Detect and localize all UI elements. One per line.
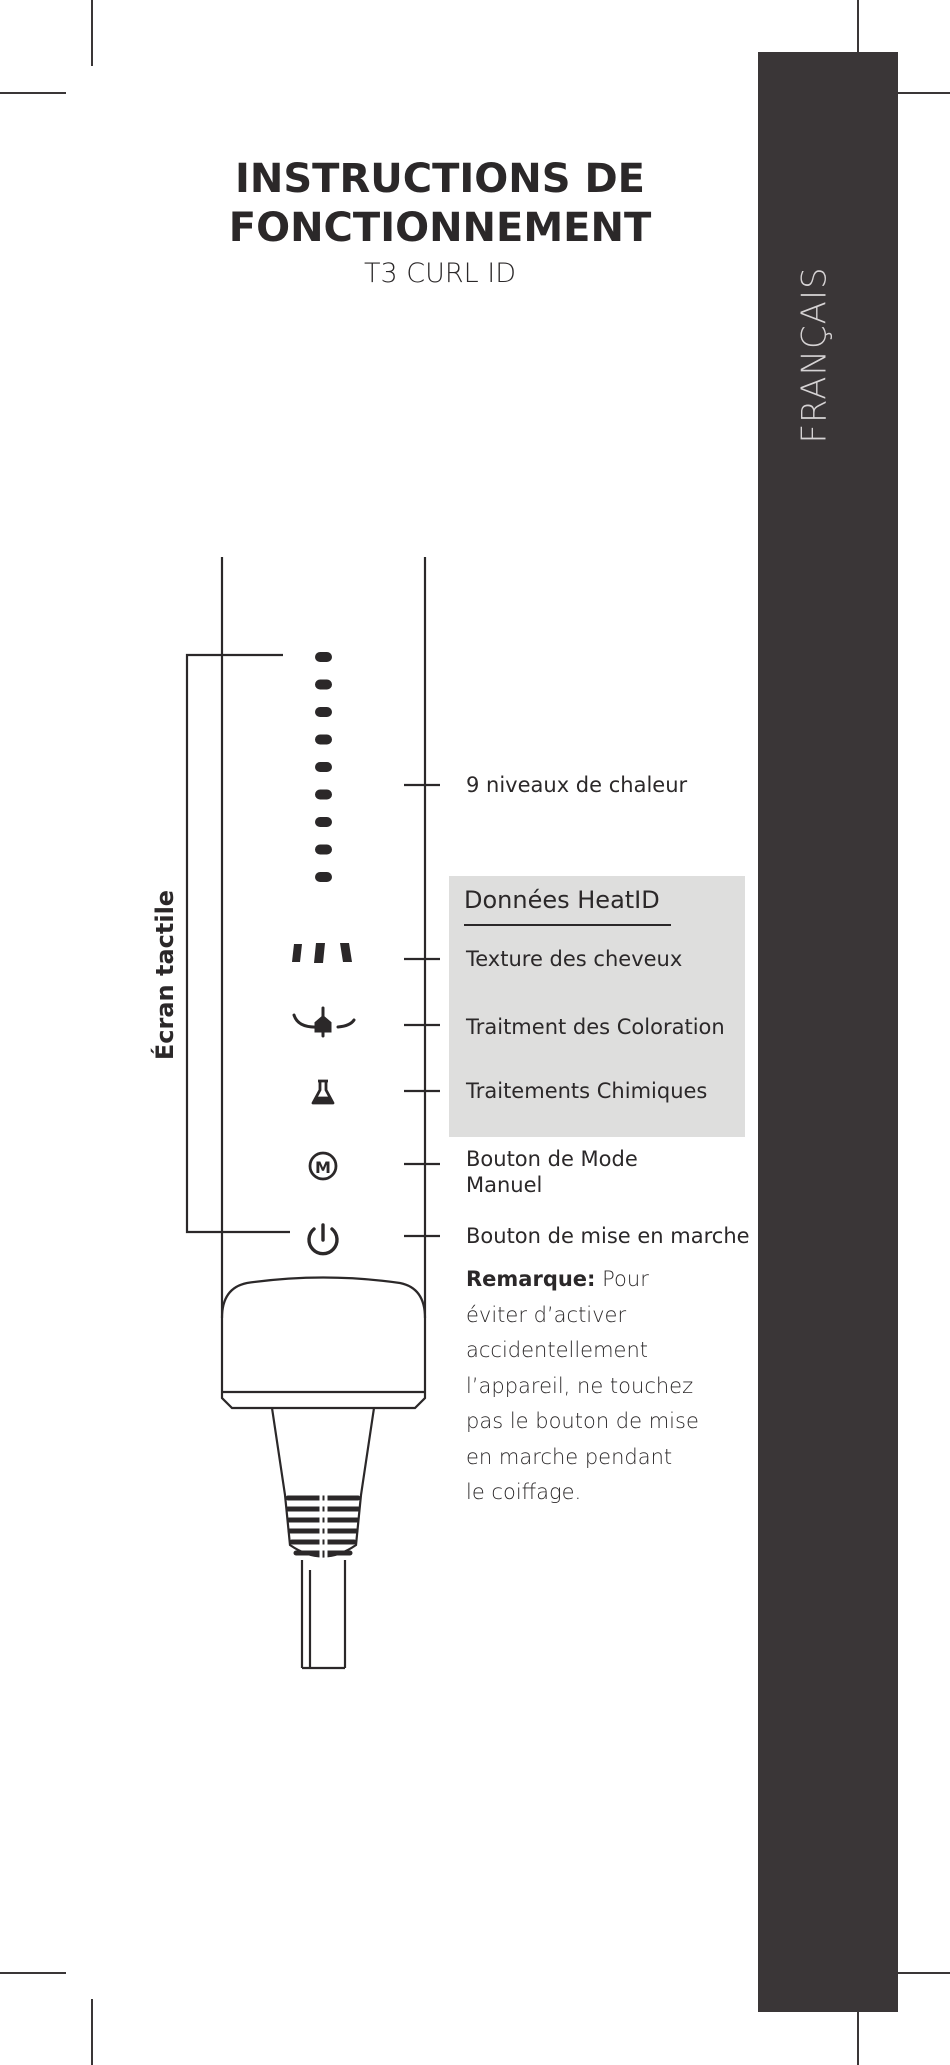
- color-treatment-icon: [294, 1008, 354, 1036]
- grip-ribs: [288, 1498, 358, 1553]
- heat-level-dot: [315, 652, 332, 662]
- page-subtitle: T3 CURL ID: [363, 258, 516, 289]
- note-line: éviter d’activer: [466, 1302, 627, 1327]
- chemical-treatment-label: Traitements Chimiques: [466, 1079, 708, 1103]
- note-first-line: [466, 1262, 716, 1298]
- note-prefix: Remarque:: [466, 1267, 596, 1291]
- power-icon: [309, 1225, 337, 1254]
- hair-texture-icon: [292, 943, 352, 963]
- manual-mode-label-line-1: Bouton de Mode: [466, 1147, 638, 1171]
- note-first-word: Pour: [595, 1267, 649, 1291]
- touchscreen-label-text: Écran tactile: [151, 889, 180, 1061]
- note-line: accidentellement: [466, 1338, 649, 1362]
- color-treatment-label: Traitment des Coloration: [466, 1015, 725, 1039]
- page-title-line-2: FONCTIONNEMENT: [228, 205, 652, 251]
- power-button-label: Bouton de mise en marche: [466, 1224, 750, 1248]
- heat-level-dot: [315, 680, 332, 690]
- heatid-title: Données HeatID: [464, 886, 660, 914]
- manual-mode-label: [466, 1146, 638, 1198]
- heat-level-dot: [315, 790, 332, 800]
- heat-levels-label: 9 niveaux de chaleur: [466, 773, 688, 797]
- heat-level-dot: [315, 817, 332, 827]
- handle-cap: [222, 1278, 425, 1409]
- heat-level-indicators: [315, 652, 332, 882]
- note-line: l’appareil, ne touchez: [466, 1373, 694, 1398]
- svg-text:M: M: [315, 1158, 331, 1177]
- manual-mode-label-line-2: Manuel: [466, 1173, 543, 1197]
- handle-neck: [272, 1408, 374, 1557]
- manual-mode-icon: [310, 1153, 336, 1179]
- touchscreen-label: [80, 889, 250, 1061]
- heat-level-dot: [315, 872, 332, 882]
- note-line: le coiffage.: [466, 1480, 582, 1504]
- grip-rib-gap: [321, 1494, 326, 1558]
- heat-level-dot: [315, 845, 332, 855]
- safety-note: [466, 1262, 716, 1511]
- note-line: en marche pendant: [466, 1444, 673, 1469]
- heat-level-dot: [315, 707, 332, 717]
- chemical-treatment-icon: [313, 1081, 333, 1103]
- language-tab-label: FRANÇAIS: [795, 266, 836, 444]
- heat-level-dot: [315, 762, 332, 772]
- hair-texture-label: Texture des cheveux: [466, 947, 683, 971]
- heat-level-dot: [315, 735, 332, 745]
- page-title-line-1: INSTRUCTIONS DE: [235, 156, 645, 202]
- note-line: pas le bouton de mise: [466, 1409, 699, 1433]
